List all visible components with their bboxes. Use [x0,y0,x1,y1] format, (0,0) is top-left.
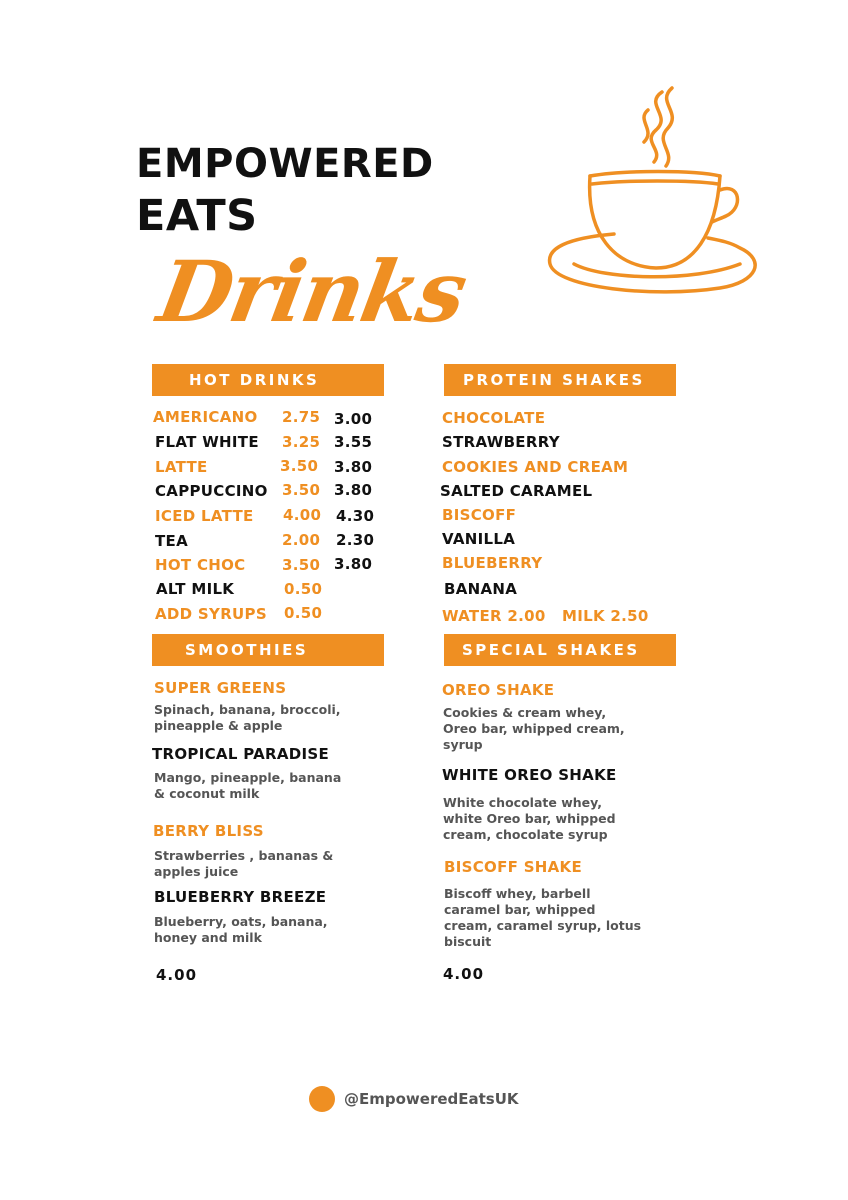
hot-item-price-small: 3.50 [282,481,321,499]
water-price: WATER 2.00 [442,607,546,625]
hot-item-price-large: 3.00 [334,410,373,428]
hot-item-name: HOT CHOC [155,556,246,574]
special-shake-desc: Cookies & cream whey, Oreo bar, whipped cream, syrup [443,705,625,752]
banner-special-shakes: SPECIAL SHAKES [444,634,676,666]
hot-item-price-small: 3.25 [282,433,321,451]
special-shake-name: WHITE OREO SHAKE [442,766,617,784]
hot-item-name: ICED LATTE [155,507,254,525]
hot-item-price-small: 0.50 [284,604,323,622]
page-title: Drinks [151,242,473,341]
protein-item: VANILLA [442,530,516,548]
banner-hot-drinks: HOT DRINKS [152,364,384,396]
hot-item-price-large: 3.55 [334,433,373,451]
hot-item-price-small: 3.50 [282,556,321,574]
hot-item-price-large: 3.80 [334,555,373,573]
hot-item-price-small: 2.75 [282,408,321,426]
protein-item: SALTED CARAMEL [440,482,593,500]
smoothie-name: BERRY BLISS [153,822,264,840]
smoothie-name: BLUEBERRY BREEZE [154,888,327,906]
hot-item-price-small: 0.50 [284,580,323,598]
brand-line-1: EMPOWERED [136,141,434,187]
protein-item: COOKIES AND CREAM [442,458,629,476]
hot-item-name: AMERICANO [153,408,258,426]
social-handle[interactable]: @EmpoweredEatsUK [344,1090,519,1108]
special-shake-name: OREO SHAKE [442,681,555,699]
special-shake-desc: Biscoff whey, barbell caramel bar, whipped cream, caramel syrup, lotus biscuit [444,886,642,949]
brand-line-2: EATS [136,191,258,241]
milk-price: MILK 2.50 [562,607,649,625]
hot-item-price-large: 2.30 [336,531,375,549]
banner-smoothies: SMOOTHIES [152,634,384,666]
smoothie-name: TROPICAL PARADISE [152,745,330,763]
hot-item-price-small: 2.00 [282,531,321,549]
special-shake-desc: White chocolate whey, white Oreo bar, whipped cream, chocolate syrup [443,795,616,842]
hot-item-name: CAPPUCCINO [155,482,268,500]
coffee-cup-icon [544,84,758,302]
smoothie-price: 4.00 [156,966,198,984]
protein-item: BLUEBERRY [442,554,543,572]
hot-item-name: FLAT WHITE [155,433,259,451]
banner-protein-shakes: PROTEIN SHAKES [444,364,676,396]
hot-item-name: ADD SYRUPS [155,605,267,623]
smoothie-desc: Strawberries , bananas & apples juice [154,848,334,879]
smoothie-desc: Mango, pineapple, banana & coconut milk [154,770,342,801]
social-dot-icon [309,1086,335,1112]
hot-item-name: LATTE [155,458,208,476]
hot-item-price-small: 4.00 [283,506,322,524]
protein-item: STRAWBERRY [442,433,560,451]
smoothie-name: SUPER GREENS [154,679,287,697]
hot-item-price-large: 4.30 [336,507,375,525]
smoothie-desc: Spinach, banana, broccoli, pineapple & apple [154,702,341,733]
hot-item-price-large: 3.80 [334,481,373,499]
protein-item: BISCOFF [442,506,517,524]
protein-item: BANANA [444,580,518,598]
special-shake-price: 4.00 [443,965,485,983]
hot-item-name: ALT MILK [156,580,235,598]
hot-item-name: TEA [155,532,188,550]
smoothie-desc: Blueberry, oats, banana, honey and milk [154,914,328,945]
hot-item-price-small: 3.50 [280,457,319,475]
hot-item-price-large: 3.80 [334,458,373,476]
special-shake-name: BISCOFF SHAKE [444,858,583,876]
protein-item: CHOCOLATE [442,409,546,427]
